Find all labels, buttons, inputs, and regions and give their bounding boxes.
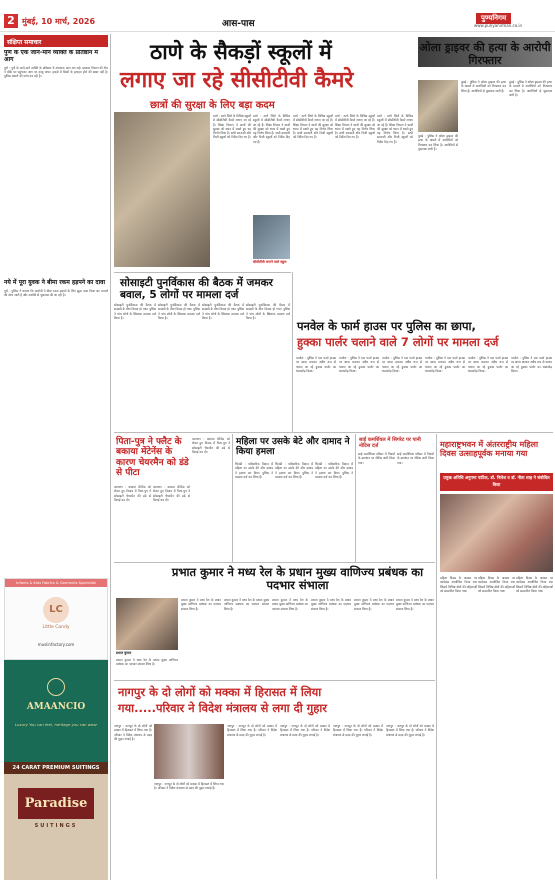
- farmhouse-body: पनवेल : पुलिस ने एक फार्म हाउस पर छापा मारकर अवैध रूप से चलाए जा रहे हुक्का पार्लर का भंडाफोड़ किया।: [425, 356, 465, 373]
- advertisement-little-candy[interactable]: Infants & Kids Fabrics & Garments Specialist LC Little Candy muslinfactory.com: [4, 578, 108, 660]
- nagpur-headline-line2: गया.....परिवार ने विदेश मंत्रालय से लगा दी गुहार: [118, 701, 328, 715]
- farmhouse-body: पनवेल : पुलिस ने एक फार्म हाउस पर छापा मारकर अवैध रूप से चलाए जा रहे हुक्का पार्लर का भंडाफोड़ किया।: [468, 356, 508, 373]
- advertisement-amaancio[interactable]: [4, 660, 108, 762]
- nagpur-body: नागपुर : नागपुर के दो लोगों को मक्का में हिरासत में लिया गया है। परिवार ने विदेश मंत्रालय से मदद की गुहार लगाई है।: [154, 782, 224, 791]
- mahila-body: महिला दिवस के अवसर पर कार्यक्रम आयोजित किया गया जिसमें विभिन्न क्षेत्रों की महिलाओं को सम्मानित किया गया।: [440, 576, 477, 593]
- mahila-body: महिला दिवस के अवसर पर कार्यक्रम आयोजित किया गया जिसमें विभिन्न क्षेत्रों की महिलाओं को सम्मानित किया गया।: [516, 576, 553, 593]
- mahila-event-photo: [440, 494, 553, 572]
- ola-body: मुंबई : पुलिस ने ओला ड्राइवर की हत्या के मामले में आरोपियों को गिरफ्तार कर लिया है। आरोपियों से पूछताछ जारी है।: [461, 80, 506, 93]
- section-title: आस-पास: [222, 19, 255, 29]
- woman-headline: महिला पर उसके बेटे और दामाद ने किया हमला: [236, 437, 350, 458]
- mahila-headline: महाराष्ट्रभवन में अंतरराष्ट्रीय महिला दिवस उत्साहपूर्वक मनाया गया: [440, 440, 539, 459]
- flat-body: कल्याण : बकाया मेंटेनेंस को लेकर हुए विवाद में पिता-पुत्र ने सोसाइटी चेयरमैन की डंडे से पिटाई कर दी।: [153, 485, 190, 502]
- lead-photo: [114, 112, 210, 267]
- prabhat-body: प्रभात कुमार ने मध्य रेल के प्रधान मुख्य वाणिज्य प्रबंधक का पदभार संभाल लिया है।: [311, 598, 351, 611]
- nagpur-body: नागपुर : नागपुर के दो लोगों को मक्का में हिरासत में लिया गया है। परिवार ने विदेश मंत्रालय से मदद की गुहार लगाई है।: [227, 724, 277, 737]
- farmhouse-body: पनवेल : पुलिस ने एक फार्म हाउस पर छापा मारकर अवैध रूप से चलाए जा रहे हुक्का पार्लर का भंडाफोड़ किया।: [511, 356, 552, 373]
- lead-headline-line1: ठाणे के सैकड़ों स्कूलों में: [150, 40, 332, 64]
- farmhouse-body: पनवेल : पुलिस ने एक फार्म हाउस पर छापा मारकर अवैध रूप से चलाए जा रहे हुक्का पार्लर का भंडाफोड़ किया।: [382, 356, 422, 373]
- sidebar-box-label: सीसीटीवी लगाने वाले स्कूल: [253, 260, 287, 264]
- lead-body: ठाणे : ठाणे जिले के विभिन्न स्कूलों में सीसीटीवी कैमरे लगाए जा रहे हैं। शिक्षा विभाग ने छात्रों की सुरक्षा को ध्यान में रखते हुए यह निर्णय लिया है। सभी सरकारी और निजी स्कूलों को निर्देश दिए गए हैं।: [377, 114, 413, 144]
- prabhat-photo: [116, 598, 178, 650]
- lead-subheadline: छात्रों की सुरक्षा के लिए बड़ा कदम: [150, 100, 275, 111]
- flat-body: कल्याण : बकाया मेंटेनेंस को लेकर हुए विवाद में पिता-पुत्र ने सोसाइटी चेयरमैन की डंडे से पिटाई कर दी।: [114, 485, 151, 502]
- mahila-subheadline: प्रमुख अतिथि अनुपमा पाटिल, डॉ. निलेश व डॉ. नीता शाह ने संबोधित किया: [440, 473, 553, 491]
- nagpur-body: नागपुर : नागपुर के दो लोगों को मक्का में हिरासत में लिया गया है। परिवार ने विदेश मंत्रालय से मदद की गुहार लगाई है।: [333, 724, 383, 737]
- masthead-bar: [0, 0, 555, 32]
- society-body: सोसाइटी पुनर्विकास की बैठक में सदस्यों के बीच विवाद हो गया। पुलिस ने पांच लोगों के खिलाफ मामला दर्ज किया है।: [114, 303, 156, 320]
- prabhat-body: प्रभात कुमार ने मध्य रेल के प्रधान मुख्य वाणिज्य प्रबंधक का पदभार संभाल लिया है।: [116, 658, 178, 667]
- sainath-body: साईं कमर्शियल परिसर में नियमों के उल्लंघन पर नोटिस जारी किया गया।: [397, 452, 434, 465]
- farmhouse-headline-line1: पनवेल के फार्म हाउस पर पुलिस का छापा,: [297, 319, 476, 333]
- sainath-headline: साईं कमर्शियल में सिगरेट पर पानी नोटिस दर्ज: [359, 437, 421, 449]
- ad-brand: Little Candy: [42, 625, 70, 630]
- page-number: 2: [4, 14, 18, 28]
- society-body: सोसाइटी पुनर्विकास की बैठक में सदस्यों के बीच विवाद हो गया। पुलिस ने पांच लोगों के खिलाफ मामला दर्ज किया है।: [158, 303, 200, 320]
- prabhat-body: प्रभात कुमार ने मध्य रेल के प्रधान मुख्य वाणिज्य प्रबंधक का पदभार संभाल लिया है।: [272, 598, 308, 611]
- prabhat-body: प्रभात कुमार ने मध्य रेल के प्रधान मुख्य वाणिज्य प्रबंधक का पदभार संभाल लिया है।: [224, 598, 269, 611]
- nagpur-body: नागपुर : नागपुर के दो लोगों को मक्का में हिरासत में लिया गया है। परिवार ने विदेश मंत्रालय से मदद की गुहार लगाई है।: [386, 724, 434, 737]
- lead-headline-line2: लगाए जा रहे सीसीटीवी कैमरे: [120, 68, 354, 93]
- prabhat-headline: प्रभात कुमार ने मध्य रेल के प्रधान मुख्य वाणिज्य प्रबंधक का पदभार संभाला: [171, 565, 424, 593]
- prabhat-caption: प्रभात कुमार: [116, 651, 132, 655]
- society-body: सोसाइटी पुनर्विकास की बैठक में सदस्यों के बीच विवाद हो गया। पुलिस ने पांच लोगों के खिलाफ मामला दर्ज किया है।: [202, 303, 244, 320]
- lead-body: ठाणे : ठाणे जिले के विभिन्न स्कूलों में सीसीटीवी कैमरे लगाए जा रहे हैं। शिक्षा विभाग ने छात्रों की सुरक्षा को ध्यान में रखते हुए यह निर्णय लिया है। सभी सरकारी और निजी स्कूलों को निर्देश दिए गए हैं।: [253, 114, 290, 144]
- brief-headline: नये में पूरा युवक ने बीमा रकम हड़पने का दावा: [4, 278, 106, 286]
- ad-url: muslinfactory.com: [37, 642, 75, 647]
- dateline: मुंबई, 10 मार्च, 2026: [22, 17, 96, 26]
- ola-body: मुंबई : पुलिस ने ओला ड्राइवर की हत्या के मामले में आरोपियों को गिरफ्तार कर लिया है। आरोपियों से पूछताछ जारी है।: [509, 80, 552, 97]
- ad-brand: AMAANCIO: [26, 702, 86, 712]
- nagpur-photo: [154, 724, 224, 779]
- cctv-photo: [253, 215, 290, 259]
- flat-body: कल्याण : बकाया मेंटेनेंस को लेकर हुए विवाद में पिता-पुत्र ने सोसाइटी चेयरमैन की डंडे से पिटाई कर दी।: [192, 437, 230, 454]
- ad-sub: SUITINGS: [34, 823, 78, 829]
- woman-body: भिवंडी : पारिवारिक विवाद में महिला पर उसके बेटे और दामाद ने हमला कर दिया। पुलिस ने मामला दर्ज कर लिया है।: [315, 462, 353, 479]
- farmhouse-body: पनवेल : पुलिस ने एक फार्म हाउस पर छापा मारकर अवैध रूप से चलाए जा रहे हुक्का पार्लर का भंडाफोड़ किया।: [296, 356, 336, 373]
- brief-body: पुणे : पुलिस ने बताया कि आरोपी ने बीमा रकम हड़पने के लिए झूठा दावा किया था। मामले की जांच जारी है और आरोपी से पूछताछ की जा रही है।: [4, 288, 108, 297]
- woman-body: भिवंडी : पारिवारिक विवाद में महिला पर उसके बेटे और दामाद ने हमला कर दिया। पुलिस ने मामला दर्ज कर लिया है।: [275, 462, 313, 479]
- nagpur-body: नागपुर : नागपुर के दो लोगों को मक्का में हिरासत में लिया गया है। परिवार ने विदेश मंत्रालय से मदद की गुहार लगाई है।: [280, 724, 330, 737]
- brief-headline: पुणे के एक जाने-माने व्यक्ति के प्रतिष्ठान में आग: [4, 50, 98, 63]
- nagpur-headline-line1: नागपुर के दो लोगों को मक्का में हिरासत में लिया: [118, 685, 322, 699]
- ola-body: मुंबई : पुलिस ने ओला ड्राइवर की हत्या के मामले में आरोपियों को गिरफ्तार कर लिया है। आरोपियों से पूछताछ जारी है।: [418, 134, 458, 151]
- brief-body: पुणे : पुणे के जाने-माने व्यक्ति के प्रतिष्ठान में अचानक आग लग गई। दमकल विभाग की टीम ने मौके पर पहुंचकर आग पर काबू पाया। हादसे में किसी के हताहत होने की खबर नहीं है। पुलिस मामले की जांच कर रही है।: [4, 65, 108, 79]
- lead-body: ठाणे : ठाणे जिले के विभिन्न स्कूलों में सीसीटीवी कैमरे लगाए जा रहे हैं। शिक्षा विभाग ने छात्रों की सुरक्षा को ध्यान में रखते हुए यह निर्णय लिया है। सभी सरकारी और निजी स्कूलों को निर्देश दिए गए हैं।: [213, 114, 251, 140]
- ad-tagline: Luxury You can feel, heritage you can wear: [14, 722, 98, 727]
- mahila-body: महिला दिवस के अवसर पर कार्यक्रम आयोजित किया गया जिसमें विभिन्न क्षेत्रों की महिलाओं को सम्मानित किया गया।: [478, 576, 515, 593]
- ola-headline: ओला ड्राइवर की हत्या के आरोपी गिरफ्तार: [419, 41, 551, 67]
- society-headline: सोसाइटी पुनर्विकास की बैठक में जमकर बवाल, 5 लोगों पर मामला दर्ज: [120, 277, 273, 302]
- society-body: सोसाइटी पुनर्विकास की बैठक में सदस्यों के बीच विवाद हो गया। पुलिस ने पांच लोगों के खिलाफ मामला दर्ज किया है।: [246, 303, 290, 320]
- lead-body: ठाणे : ठाणे जिले के विभिन्न स्कूलों में सीसीटीवी कैमरे लगाए जा रहे हैं। शिक्षा विभाग ने छात्रों की सुरक्षा को ध्यान में रखते हुए यह निर्णय लिया है। सभी सरकारी और निजी स्कूलों को निर्देश दिए गए हैं।: [293, 114, 333, 140]
- website-url[interactable]: www.punyanirman.co.in: [474, 23, 523, 28]
- sainath-body: साईं कमर्शियल परिसर में नियमों के उल्लंघन पर नोटिस जारी किया गया।: [358, 452, 395, 465]
- prabhat-body: प्रभात कुमार ने मध्य रेल के प्रधान मुख्य वाणिज्य प्रबंधक का पदभार संभाल लिया है।: [354, 598, 394, 611]
- ola-accused-photo: [418, 80, 458, 132]
- woman-body: भिवंडी : पारिवारिक विवाद में महिला पर उसके बेटे और दामाद ने हमला कर दिया। पुलिस ने मामला दर्ज कर लिया है।: [235, 462, 273, 479]
- lead-body: ठाणे : ठाणे जिले के विभिन्न स्कूलों में सीसीटीवी कैमरे लगाए जा रहे हैं। शिक्षा विभाग ने छात्रों की सुरक्षा को ध्यान में रखते हुए यह निर्णय लिया है। सभी सरकारी और निजी स्कूलों को निर्देश दिए गए हैं।: [335, 114, 375, 140]
- advertisement-paradise[interactable]: [4, 762, 108, 880]
- flat-headline: पिता-पुत्र ने फ्लैट के बकाया मेंटेनेंस के कारण चेयरमैन को डंडे से पीटा: [116, 437, 189, 479]
- ad-brand: Paradise: [18, 788, 94, 819]
- prabhat-body: प्रभात कुमार ने मध्य रेल के प्रधान मुख्य वाणिज्य प्रबंधक का पदभार संभाल लिया है।: [396, 598, 434, 611]
- farmhouse-body: पनवेल : पुलिस ने एक फार्म हाउस पर छापा मारकर अवैध रूप से चलाए जा रहे हुक्का पार्लर का भंडाफोड़ किया।: [339, 356, 379, 373]
- sidebar-briefs: [4, 50, 108, 575]
- brief-news-tag: संक्षिप्त समाचार: [4, 35, 108, 47]
- ad-title: Infants & Kids Fabrics & Garments Specialist: [5, 579, 107, 587]
- farmhouse-headline-line2: हुक्का पार्लर चलाने वाले 7 लोगों पर मामला दर्ज: [297, 335, 499, 349]
- nagpur-body: नागपुर : नागपुर के दो लोगों को मक्का में हिरासत में लिया गया है। परिवार ने विदेश मंत्रालय से मदद की गुहार लगाई है।: [114, 724, 152, 741]
- newspaper-logo: पुण्यनिगम: [476, 13, 511, 24]
- ad-top-line: 24 CARAT PREMIUM SUITINGS: [4, 762, 108, 774]
- prabhat-body: प्रभात कुमार ने मध्य रेल के प्रधान मुख्य वाणिज्य प्रबंधक का पदभार संभाल लिया है।: [181, 598, 221, 611]
